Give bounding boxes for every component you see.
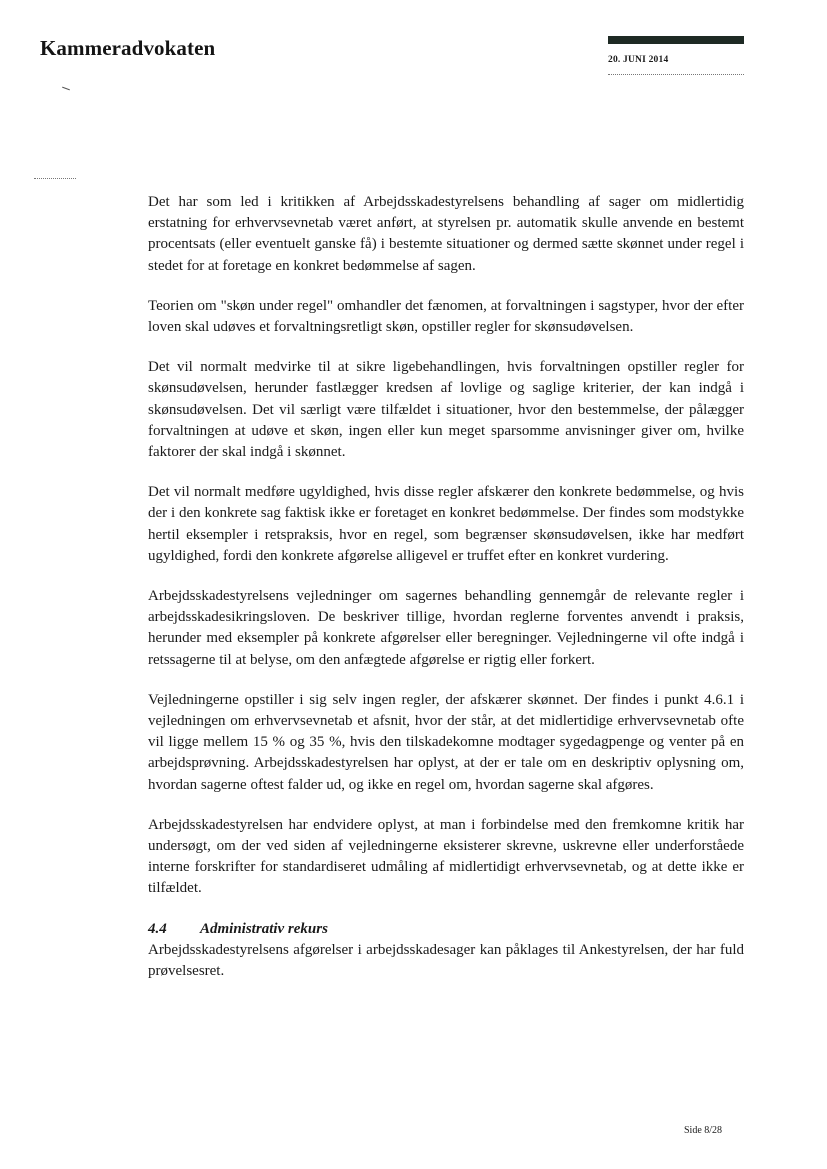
header-bar [608,36,744,44]
brand-underline-mark [62,87,70,91]
section-number: 4.4 [148,920,167,937]
paragraph: Vejledningerne opstiller i sig selv ingen regler, der afskærer skønnet. Der findes i punkt 4.6.1 i vejledningen om erhvervsevnetab et afsnit, hvor der står, at det midlertidige erhvervsevnetab ofte vil ligge mellem 15 % og 35 %, hvis den tilskadekomne modtager sygedagpenge og venter på en arbejdsprøvning. Arbejdsskadestyrelsen har oplyst, at der er tale om en deskriptiv oplysning om, hvordan sagerne oftest falder ud, og ikke en regel om, hvordan sagerne skal afgøres. [148,691,744,793]
page-number: Side 8/28 [684,1125,723,1136]
paragraph: Det vil normalt medføre ugyldighed, hvis disse regler afskærer den konkrete bedømmelse, og hvis der i den konkrete sag faktisk ikke er foretaget en konkret bedømmelse. Der findes som modstykke hertil eksempler i retspraksis, hvor en regel, som begrænser skønsudøvelsen, ikke har medført ugyldighed, fordi den konkrete afgørelse alligevel er truffet efter en konkret vurdering. [148,484,744,564]
header-dotted-rule [608,74,744,75]
paragraph: Arbejdsskadestyrelsen har endvidere oplyst, at man i forbindelse med den fremkomne kritik har undersøgt, om der ved siden af vejledningerne eksisterer skrevne, uskrevne eller underforståede interne forskrifter for standardiseret udmåling af midlertidigt erhvervsevnetab, og at dette ikke er tilfældet. [148,816,744,897]
section-heading [148,919,744,940]
paragraph: Det har som led i kritikken af Arbejdsskadestyrelsens behandling af sager om midlertidig erstatning for erhvervsevnetab været anført, at styrelsen pr. automatik skulle anvende en bestemt procentsats (eller eventuelt ganske få) i bestemte situationer og dermed sætte skønnet under regel i stedet for at foretage en konkret bedømmelse af sagen. [148,194,744,274]
paragraph: Teorien om "skøn under regel" omhandler det fænomen, at forvaltningen i sagstyper, hvor der efter loven skal udøves et forvaltningsretligt skøn, opstiller regler for skønsudøvelsen. [148,297,744,336]
document-body [148,192,744,1001]
section-paragraph: Arbejdsskadestyrelsens afgørelser i arbejdsskadesager kan påklages til Ankestyrelsen, der har fuld prøvelsesret. [148,941,744,979]
brand-title: Kammeradvokaten [40,36,216,60]
paragraph: Arbejdsskadestyrelsens vejledninger om sagernes behandling gennemgår de relevante regler i arbejdsskadesikringsloven. De beskriver tillige, hvordan reglerne forventes anvendt i praksis, herunder med eksempler på konkrete afgørelser eller beregninger. Vejledningerne vil ofte indgå i retssagerne til at belyse, om den anfægtede afgørelse er rigtig eller forkert. [148,588,744,668]
document-date: 20. JUNI 2014 [608,55,669,65]
margin-dotted-rule [34,178,76,179]
section-title: Administrativ rekurs [200,920,328,937]
paragraph: Det vil normalt medvirke til at sikre ligebehandlingen, hvis forvaltningen opstiller regler for skønsudøvelsen, herunder fastlægger kredsen af lovlige og saglige kriterier, der kan indgå i skønsudøvelsen. Det vil særligt være tilfældet i situationer, hvor den bestemmelse, der pålægger forvaltningen at udøve et skøn, ingen eller kun meget sparsomme anvisninger giver om, hvilke faktorer der skal indgå i skønnet. [148,359,744,461]
